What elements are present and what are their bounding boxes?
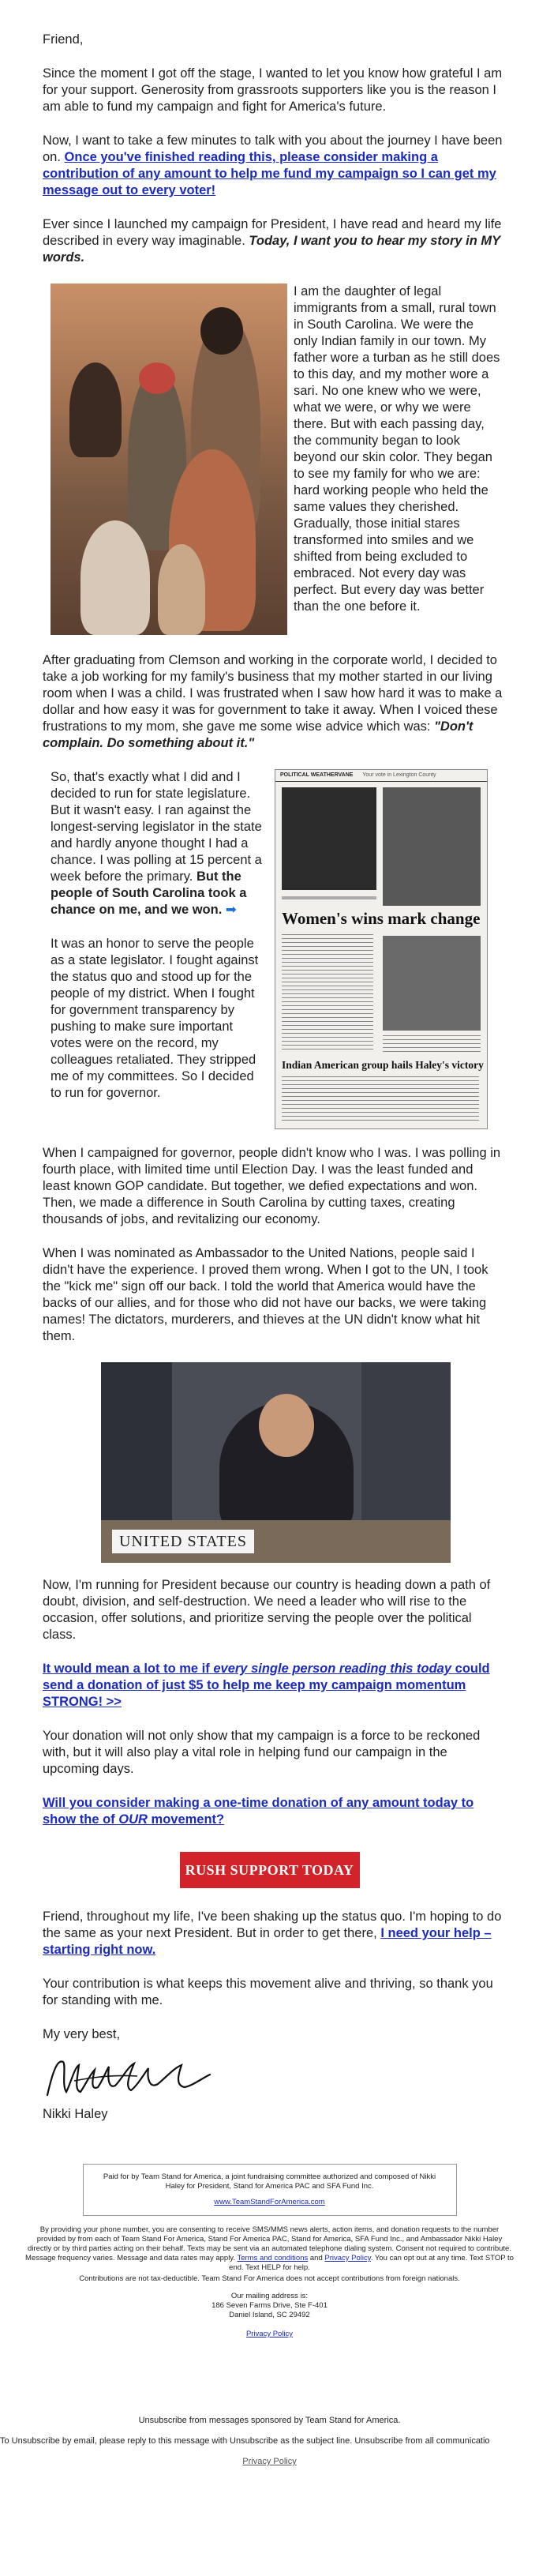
mailing-label: Our mailing address is: — [230, 2292, 309, 2300]
privacy-policy-bottom-link[interactable]: Privacy Policy — [242, 2457, 297, 2466]
sms-consent: By providing your phone number, you are consenting to receive SMS/MMS news alerts, action items, and donation requests to the number provided by from each of Team Stand For America, Stand For America PAC, Stand for America, SFA Fund Inc., and Ambassador Nikki Haley directly or by third parties acting on their behalf. Texts may be sent via an automated telephone dialing system. Consent not required to contribute. Message frequency varies. Message and data rates may apply. Terms and conditions and Privacy Policy. You can opt out at any time. Text STOP to end. Text HELP for help. — [25, 2225, 514, 2272]
need-help-link[interactable]: I need your help – starting right now. — [43, 1926, 492, 1957]
five-dollar-donation-link[interactable]: It would mean a lot to me if every single person reading this today could send a donation of just $5 to help me keep my campaign momentum STRONG! >> — [43, 1662, 490, 1709]
president-paragraph: Now, I'm running for President because our country is heading down a path of doubt, division, and self-destruction. We need a leader who will rise to the occasion, offer solutions, and prioritize serving the people over the political class. — [43, 1578, 491, 1642]
newspaper-headline-1: Women's wins mark change — [282, 909, 481, 928]
privacy-policy-link[interactable]: Privacy Policy — [245, 2330, 294, 2338]
intro-paragraph: Since the moment I got off the stage, I wanted to let you know how grateful I am for your support. Generosity from grassroots supporters like you is the reason I am able to fund my campaign and fight for America's future. — [43, 66, 503, 114]
signature — [43, 2051, 503, 2105]
status-quo-paragraph: Friend, throughout my life, I've been shaking up the status quo. I'm hoping to do the same as your next President. But in order to get there, I need your help – starting right now. — [43, 1909, 502, 1957]
closing: My very best, — [43, 2027, 121, 2041]
address-line-1: 186 Seven Farms Drive, Ste F-401 — [211, 2301, 328, 2310]
governor-paragraph: When I campaigned for governor, people didn't know who I was. I was polling in fourth place, with limited time until Election Day. I was the least funded and least known GOP candidate. But together, we defied expectations and won. Then, we made a difference in South Carolina by cutting taxes, creating thousands of jobs, and revitalizing our economy. — [43, 1146, 501, 1226]
rush-support-button[interactable]: RUSH SUPPORT TODAY — [180, 1852, 360, 1888]
one-time-donation-paragraph — [43, 1795, 503, 1828]
five-dollar-link-paragraph — [43, 1661, 503, 1710]
greeting: Friend, — [43, 32, 84, 47]
paid-for-box — [83, 2164, 457, 2216]
mother-quote: "Don't complain. Do something about it." — [43, 719, 473, 750]
address-line-2: Daniel Island, SC 29492 — [229, 2311, 310, 2319]
contribution-link[interactable]: Once you've finished reading this, please consider making a contribution of any amount to help me fund my campaign so I can get my message out to every voter! — [43, 150, 496, 197]
immigrant-story-paragraph: I am the daughter of legal immigrants from a small, rural town in South Carolina. We were the only Indian family in our town. My father wore a turban as he still does to this day, and my mother wore a sari. No one knew who we were, what we were, or why we were there. But with each passing day, the community began to look beyond our skin color. They began to see my family for who we are: hard working people who held the same values they cherished. Gradually, those initial stares transformed into smiles and we shifted from being excluded to embraced. Not every day was perfect. But every day was better than the one before it. — [294, 284, 500, 614]
un-photo — [101, 1362, 451, 1563]
contributions-note: Contributions are not tax-deductible. Team Stand For America does not accept contributions from foreign nationals. — [79, 2274, 460, 2283]
legislature-paragraph: So, that's exactly what I did and I decided to run for state legislature. But it wasn't easy. I ran against the longest-serving legislator in the state and hardly anyone thought I had a chance. I was polling at 15 percent a week before the primary. But the people of South Carolina took a chance on me, and we won. ➡ — [51, 770, 262, 917]
family-photo — [51, 284, 287, 635]
privacy-link-sms[interactable]: Privacy Policy — [324, 2254, 371, 2262]
family-business-paragraph: After graduating from Clemson and working in the corporate world, I decided to take a job working for my family's business that my mother started in our living room when I was a child. I was frustrated when I saw how hard it was to make a dollar and how easy it was for government to take it away. When I voiced these frustrations to my mom, she gave me some wise advice which was: "Don't complain. Do something about it." — [43, 653, 503, 750]
donation-impact-paragraph: Your donation will not only show that my campaign is a force to be reckoned with, but it will also play a vital role in helping fund our campaign in the upcoming days. — [43, 1729, 481, 1776]
ambassador-paragraph: When I was nominated as Ambassador to the United Nations, people said I didn't have the experience. I proved them wrong. When I got to the UN, I took the "kick me" sign off our back. I told the world that America would have the backs of our allies, and for those who did not have our backs, we were taking names! The dictators, murderers, and thieves at the UN didn't know what hit them. — [43, 1246, 488, 1343]
arrow-icon: ➡ — [225, 903, 237, 917]
signature-name: Nikki Haley — [43, 2107, 108, 2121]
paid-for-text: Paid for by Team Stand for America, a joint fundraising committee authorized and composed of Nikki Haley for President, Stand for America PAC and SFA Fund Inc. — [103, 2172, 436, 2191]
newspaper-header-left: POLITICAL WEATHERVANE — [280, 772, 354, 778]
unsubscribe-sponsored[interactable]: Unsubscribe from messages sponsored by Team Stand for America. — [138, 2416, 401, 2425]
united-states-placard: UNITED STATES — [112, 1530, 254, 1553]
team-stand-link[interactable]: www.TeamStandForAmerica.com — [214, 2198, 325, 2206]
thank-you-paragraph: Your contribution is what keeps this movement alive and thriving, so thank you for standing with me. — [43, 1977, 493, 2007]
state-legislator-paragraph: It was an honor to serve the people as a state legislator. I fought against the status quo and stood up for the people of my district. When I fought for government transparency by pushing to make sure important votes were on the record, my colleagues retaliated. They stripped me of my committees. So I decided to run for governor. — [51, 937, 259, 1100]
newspaper-headline-2: Indian American group hails Haley's victory — [282, 1059, 484, 1071]
journey-paragraph: Now, I want to take a few minutes to talk with you about the journey I have been on. Once you've finished reading this, please consider making a contribution of any amount to help me fund my campaign so I can get my message out to every voter! — [43, 133, 503, 197]
newspaper-clipping — [275, 769, 488, 1129]
one-time-donation-link[interactable]: Will you consider making a one-time donation of any amount today to show the of OUR movement? — [43, 1796, 474, 1827]
unsubscribe-email-note: To Unsubscribe by email, please reply to this message with Unsubscribe as the subject line. Unsubscribe from all communicatio — [0, 2436, 490, 2446]
story-paragraph: Ever since I launched my campaign for President, I have read and heard my life described in every way imaginable. Today, I want you to hear my story in MY words. — [43, 217, 502, 265]
newspaper-header-right: Your vote in Lexington County — [362, 772, 436, 778]
terms-link[interactable]: Terms and conditions — [237, 2254, 309, 2262]
